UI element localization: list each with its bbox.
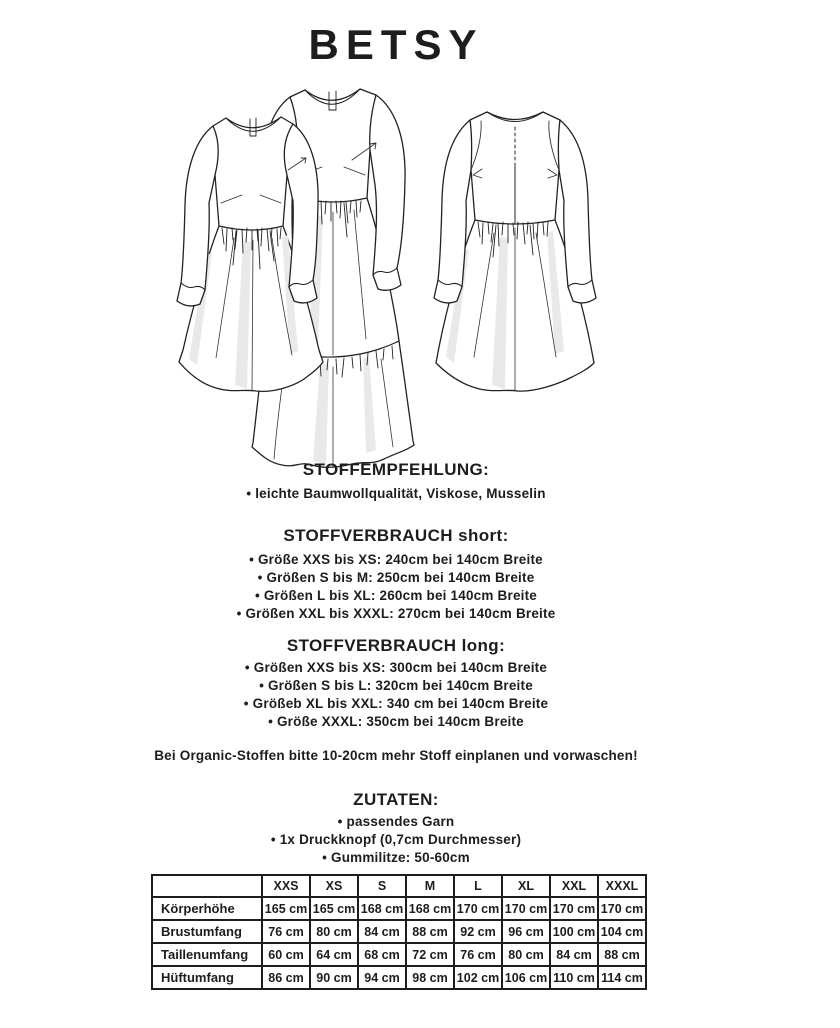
row-label: Brustumfang [152, 920, 262, 943]
size-cell: 100 cm [550, 920, 598, 943]
size-cell: 64 cm [310, 943, 358, 966]
size-cell: 170 cm [454, 897, 502, 920]
size-cell: 96 cm [502, 920, 550, 943]
bullet-item: • leichte Baumwollqualität, Viskose, Musselin [246, 486, 546, 501]
bullet-item: • Größen XXS bis XS: 300cm bei 140cm Breite [244, 660, 548, 675]
row-label: Körperhöhe [152, 897, 262, 920]
size-cell: 98 cm [406, 966, 454, 989]
size-cell: 84 cm [550, 943, 598, 966]
size-cell: 165 cm [310, 897, 358, 920]
size-cell: 80 cm [310, 920, 358, 943]
table-row [152, 920, 646, 943]
size-cell: 170 cm [502, 897, 550, 920]
organic-fabric-note: Bei Organic-Stoffen bitte 10-20cm mehr Stoff einplanen und vorwaschen! [154, 748, 638, 763]
heading-stoffverbrauch-short: STOFFVERBRAUCH short: [283, 526, 509, 545]
size-cell: 102 cm [454, 966, 502, 989]
heading-stoffverbrauch-long: STOFFVERBRAUCH long: [286, 636, 506, 655]
list-stoffempfehlung [0, 485, 792, 503]
bullet-item: • Gummilitze: 50-60cm [322, 850, 470, 865]
size-cell: 168 cm [406, 897, 454, 920]
size-cell: 88 cm [406, 920, 454, 943]
size-cell: 60 cm [262, 943, 310, 966]
size-cell: 76 cm [262, 920, 310, 943]
size-cell: 68 cm [358, 943, 406, 966]
size-table-header-row [152, 875, 646, 897]
bullet-item: • 1x Druckknopf (0,7cm Durchmesser) [270, 832, 522, 847]
size-cell: 88 cm [598, 943, 646, 966]
row-label: Hüftumfang [152, 966, 262, 989]
size-col-header: XS [310, 875, 358, 897]
dress-back [434, 112, 596, 391]
size-cell: 72 cm [406, 943, 454, 966]
size-cell: 90 cm [310, 966, 358, 989]
table-row [152, 897, 646, 920]
bullet-item: • Größen S bis M: 250cm bei 140cm Breite [257, 570, 535, 585]
bullet-item: • passendes Garn [337, 814, 455, 829]
size-col-header: XL [502, 875, 550, 897]
size-cell: 84 cm [358, 920, 406, 943]
dress-front-short [177, 117, 323, 391]
size-cell: 165 cm [262, 897, 310, 920]
list-zutaten [0, 813, 792, 867]
heading-zutaten: ZUTATEN: [353, 790, 439, 809]
size-table [151, 874, 647, 990]
list-stoffverbrauch-short [0, 551, 792, 623]
size-cell: 86 cm [262, 966, 310, 989]
size-cell: 170 cm [598, 897, 646, 920]
heading-stoffempfehlung: STOFFEMPFEHLUNG: [302, 460, 490, 479]
size-cell: 92 cm [454, 920, 502, 943]
size-cell: 114 cm [598, 966, 646, 989]
size-col-header: S [358, 875, 406, 897]
list-stoffverbrauch-long [0, 659, 792, 731]
size-col-header: XXL [550, 875, 598, 897]
size-cell: 170 cm [550, 897, 598, 920]
bullet-item: • Größeb XL bis XXL: 340 cm bei 140cm Breite [243, 696, 549, 711]
size-col-header: XXS [262, 875, 310, 897]
technical-drawings [0, 75, 840, 470]
size-col-header: L [454, 875, 502, 897]
size-cell: 80 cm [502, 943, 550, 966]
size-cell: 168 cm [358, 897, 406, 920]
table-row [152, 943, 646, 966]
table-row [152, 966, 646, 989]
bullet-item: • Größen S bis L: 320cm bei 140cm Breite [259, 678, 533, 693]
bullet-item: • Größe XXXL: 350cm bei 140cm Breite [268, 714, 524, 729]
size-col-header: M [406, 875, 454, 897]
bullet-item: • Größe XXS bis XS: 240cm bei 140cm Breite [249, 552, 543, 567]
bullet-item: • Größen XXL bis XXXL: 270cm bei 140cm Breite [236, 606, 556, 621]
size-cell: 110 cm [550, 966, 598, 989]
size-cell: 76 cm [454, 943, 502, 966]
size-cell: 104 cm [598, 920, 646, 943]
size-col-header: XXXL [598, 875, 646, 897]
page-title: BETSY [308, 21, 484, 68]
row-label: Taillenumfang [152, 943, 262, 966]
bullet-item: • Größen L bis XL: 260cm bei 140cm Breite [254, 588, 538, 603]
size-col-header-empty [152, 875, 262, 897]
size-cell: 106 cm [502, 966, 550, 989]
size-cell: 94 cm [358, 966, 406, 989]
